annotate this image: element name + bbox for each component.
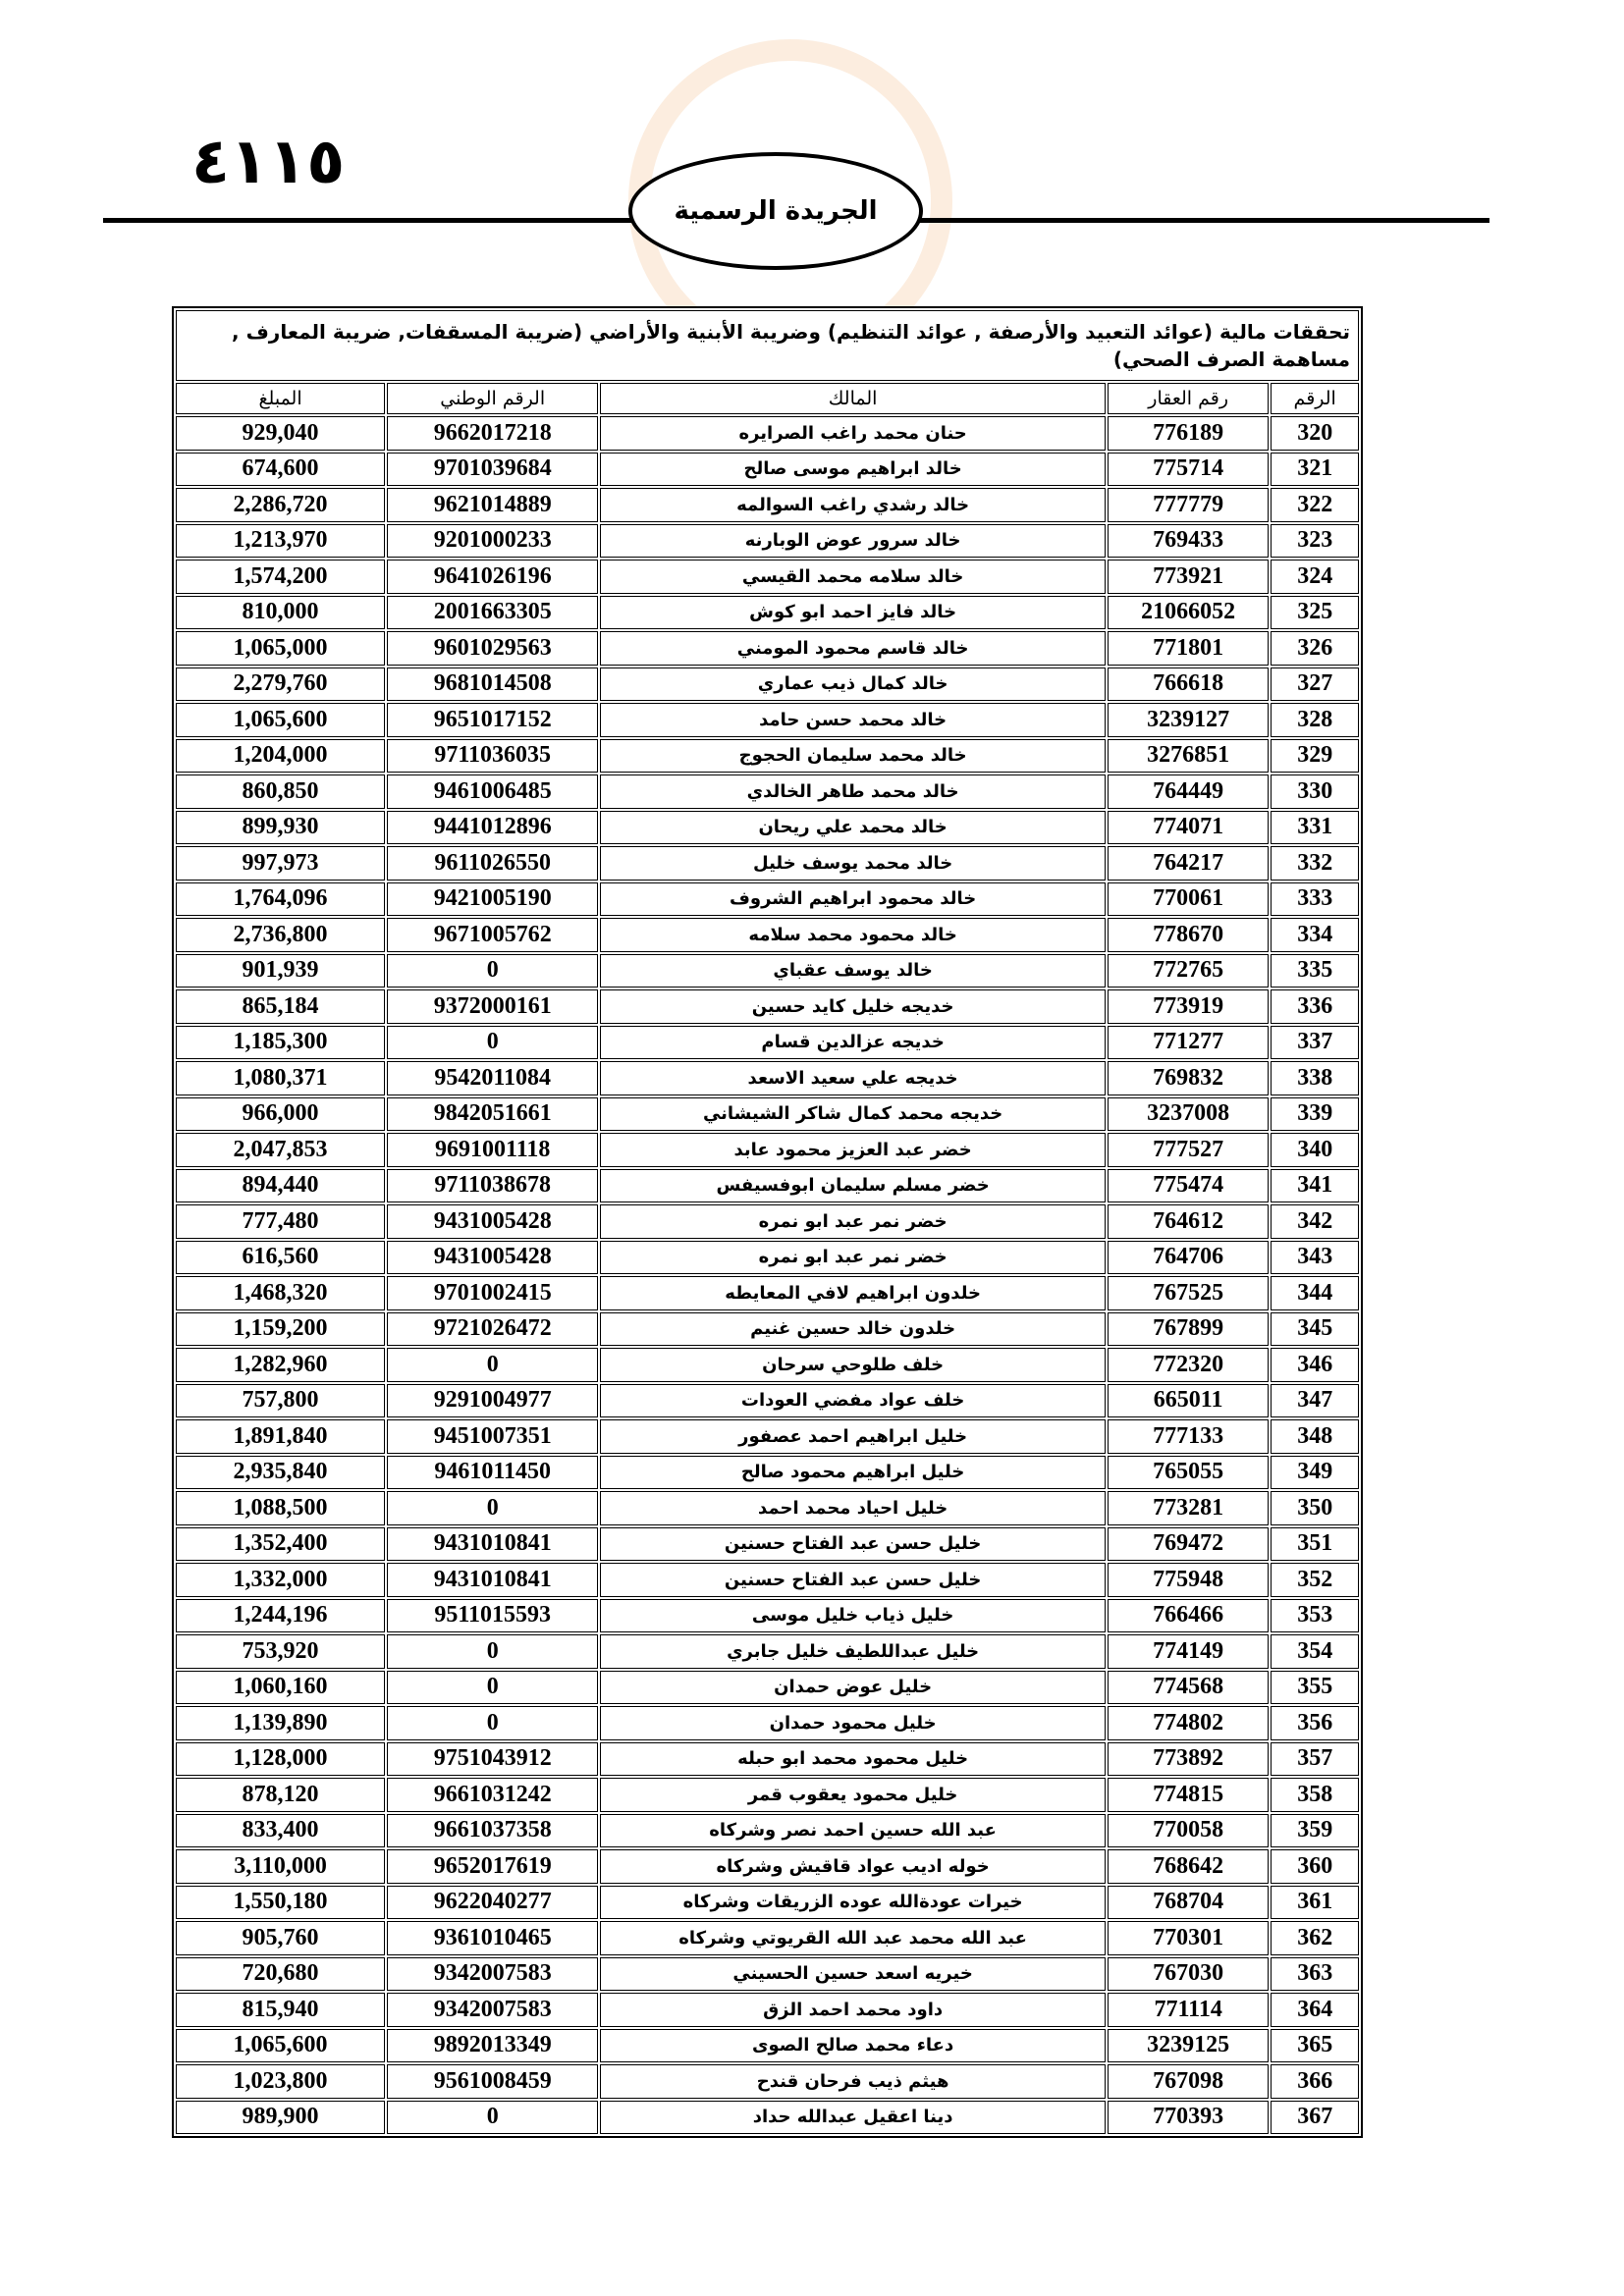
amount: 1,065,600 xyxy=(176,2029,385,2063)
table-row xyxy=(176,1384,1359,1418)
property-number: 765055 xyxy=(1108,1456,1269,1490)
row-number: 338 xyxy=(1271,1061,1359,1095)
table-row xyxy=(176,1921,1359,1955)
property-number: 764612 xyxy=(1108,1204,1269,1239)
owner-name: خالد محمود ابراهيم الشروف xyxy=(600,882,1106,917)
national-id: 9461011450 xyxy=(387,1456,598,1490)
amount: 2,279,760 xyxy=(176,667,385,702)
national-id: 0 xyxy=(387,1706,598,1740)
row-number: 324 xyxy=(1271,560,1359,594)
amount: 777,480 xyxy=(176,1204,385,1239)
national-id: 9561008459 xyxy=(387,2064,598,2099)
col-header-owner: المالك xyxy=(600,383,1106,414)
property-number: 774071 xyxy=(1108,811,1269,845)
national-id: 9701039684 xyxy=(387,453,598,487)
amount: 878,120 xyxy=(176,1778,385,1812)
owner-name: خالد محمد طاهر الخالدي xyxy=(600,774,1106,809)
amount: 833,400 xyxy=(176,1814,385,1848)
national-id: 0 xyxy=(387,1026,598,1060)
row-number: 349 xyxy=(1271,1456,1359,1490)
property-number: 770061 xyxy=(1108,882,1269,917)
national-id: 9441012896 xyxy=(387,811,598,845)
table-row xyxy=(176,846,1359,881)
row-number: 327 xyxy=(1271,667,1359,702)
row-number: 344 xyxy=(1271,1276,1359,1310)
row-number: 329 xyxy=(1271,739,1359,774)
row-number: 341 xyxy=(1271,1169,1359,1203)
owner-name: دينا اعقيل عبدالله حداد xyxy=(600,2101,1106,2135)
national-id: 9621014889 xyxy=(387,488,598,522)
owner-name: دعاء محمد صالح الصوى xyxy=(600,2029,1106,2063)
amount: 899,930 xyxy=(176,811,385,845)
amount: 810,000 xyxy=(176,596,385,630)
table-row xyxy=(176,989,1359,1024)
amount: 616,560 xyxy=(176,1241,385,1275)
table-row xyxy=(176,1993,1359,2027)
table-row xyxy=(176,1312,1359,1347)
owner-name: خالد قاسم محمود المومني xyxy=(600,631,1106,666)
owner-name: خالد كمال ذيب عماري xyxy=(600,667,1106,702)
national-id: 9681014508 xyxy=(387,667,598,702)
col-header-number: الرقم xyxy=(1271,383,1359,414)
property-number: 767525 xyxy=(1108,1276,1269,1310)
amount: 1,065,000 xyxy=(176,631,385,666)
property-number: 777527 xyxy=(1108,1133,1269,1167)
row-number: 345 xyxy=(1271,1312,1359,1347)
owner-name: خلف طلوحي سرحان xyxy=(600,1348,1106,1382)
table-row xyxy=(176,1348,1359,1382)
amount: 1,080,371 xyxy=(176,1061,385,1095)
owner-name: خليل حسن عبد الفتاح حسنين xyxy=(600,1563,1106,1597)
table-row xyxy=(176,667,1359,702)
row-number: 359 xyxy=(1271,1814,1359,1848)
owner-name: خديجه علي سعيد الاسعد xyxy=(600,1061,1106,1095)
col-header-property: رقم العقار xyxy=(1108,383,1269,414)
table-row xyxy=(176,1527,1359,1562)
property-number: 770058 xyxy=(1108,1814,1269,1848)
amount: 966,000 xyxy=(176,1097,385,1132)
table-row xyxy=(176,2101,1359,2135)
owner-name: خيريه اسعد حسين الحسيني xyxy=(600,1957,1106,1992)
owner-name: خالد محمد علي ريحان xyxy=(600,811,1106,845)
row-number: 347 xyxy=(1271,1384,1359,1418)
property-number: 771114 xyxy=(1108,1993,1269,2027)
national-id: 9622040277 xyxy=(387,1886,598,1920)
row-number: 325 xyxy=(1271,596,1359,630)
amount: 1,185,300 xyxy=(176,1026,385,1060)
row-number: 350 xyxy=(1271,1491,1359,1525)
property-number: 769472 xyxy=(1108,1527,1269,1562)
table-row xyxy=(176,1204,1359,1239)
row-number: 335 xyxy=(1271,954,1359,988)
national-id: 9711038678 xyxy=(387,1169,598,1203)
national-id: 9342007583 xyxy=(387,1993,598,2027)
property-number: 769433 xyxy=(1108,524,1269,559)
property-number: 768704 xyxy=(1108,1886,1269,1920)
amount: 901,939 xyxy=(176,954,385,988)
owner-name: خلدون خالد حسين غنيم xyxy=(600,1312,1106,1347)
owner-name: خليل ابراهيم احمد عصفور xyxy=(600,1419,1106,1454)
table-row xyxy=(176,1563,1359,1597)
row-number: 354 xyxy=(1271,1634,1359,1669)
property-number: 773919 xyxy=(1108,989,1269,1024)
property-number: 771801 xyxy=(1108,631,1269,666)
amount: 1,891,840 xyxy=(176,1419,385,1454)
row-number: 332 xyxy=(1271,846,1359,881)
amount: 720,680 xyxy=(176,1957,385,1992)
national-id: 9291004977 xyxy=(387,1384,598,1418)
property-number: 3237008 xyxy=(1108,1097,1269,1132)
row-number: 351 xyxy=(1271,1527,1359,1562)
row-number: 355 xyxy=(1271,1671,1359,1705)
national-id: 0 xyxy=(387,1491,598,1525)
amount: 1,023,800 xyxy=(176,2064,385,2099)
owner-name: خضر عبد العزيز محمود عابد xyxy=(600,1133,1106,1167)
national-id: 0 xyxy=(387,1671,598,1705)
property-number: 764217 xyxy=(1108,846,1269,881)
amount: 2,935,840 xyxy=(176,1456,385,1490)
table-row xyxy=(176,2064,1359,2099)
row-number: 357 xyxy=(1271,1742,1359,1777)
amount: 1,213,970 xyxy=(176,524,385,559)
national-id: 9431010841 xyxy=(387,1527,598,1562)
table-row xyxy=(176,1634,1359,1669)
table-row xyxy=(176,954,1359,988)
property-number: 772320 xyxy=(1108,1348,1269,1382)
table-title: تحققات مالية (عوائد التعبيد والأرصفة , عوائد التنظيم) وضريبة الأبنية والأراضي (ضريبة المسقفات, ضريبة المعارف , مساهمة الصرف الصحي) xyxy=(176,310,1359,381)
property-number: 767098 xyxy=(1108,2064,1269,2099)
table-row xyxy=(176,1957,1359,1992)
owner-name: خلدون ابراهيم لافي المعايطه xyxy=(600,1276,1106,1310)
owner-name: حنان محمد راغب الصرايره xyxy=(600,416,1106,451)
row-number: 322 xyxy=(1271,488,1359,522)
owner-name: خديجه خليل كايد حسين xyxy=(600,989,1106,1024)
owner-name: عبد الله محمد عبد الله القريوتي وشركاه xyxy=(600,1921,1106,1955)
row-number: 320 xyxy=(1271,416,1359,451)
national-id: 9201000233 xyxy=(387,524,598,559)
row-number: 356 xyxy=(1271,1706,1359,1740)
property-number: 772765 xyxy=(1108,954,1269,988)
owner-name: خالد محمد سليمان الحجوج xyxy=(600,739,1106,774)
owner-name: خالد ابراهيم موسى صالح xyxy=(600,453,1106,487)
row-number: 367 xyxy=(1271,2101,1359,2135)
national-id: 9662017218 xyxy=(387,416,598,451)
table-row xyxy=(176,1419,1359,1454)
row-number: 339 xyxy=(1271,1097,1359,1132)
table-row xyxy=(176,1706,1359,1740)
national-id: 9601029563 xyxy=(387,631,598,666)
owner-name: خديجه محمد كمال شاكر الشيشاني xyxy=(600,1097,1106,1132)
property-number: 770301 xyxy=(1108,1921,1269,1955)
table-row xyxy=(176,774,1359,809)
property-number: 766618 xyxy=(1108,667,1269,702)
amount: 905,760 xyxy=(176,1921,385,1955)
row-number: 334 xyxy=(1271,918,1359,952)
table-row xyxy=(176,416,1359,451)
national-id: 9842051661 xyxy=(387,1097,598,1132)
property-number: 774815 xyxy=(1108,1778,1269,1812)
national-id: 9651017152 xyxy=(387,703,598,737)
property-number: 665011 xyxy=(1108,1384,1269,1418)
table-row xyxy=(176,1491,1359,1525)
property-number: 3239125 xyxy=(1108,2029,1269,2063)
national-id: 9421005190 xyxy=(387,882,598,917)
table-row xyxy=(176,596,1359,630)
amount: 860,850 xyxy=(176,774,385,809)
national-id: 9751043912 xyxy=(387,1742,598,1777)
amount: 1,550,180 xyxy=(176,1886,385,1920)
national-id: 9361010465 xyxy=(387,1921,598,1955)
national-id: 9641026196 xyxy=(387,560,598,594)
national-id: 0 xyxy=(387,1348,598,1382)
national-id: 9611026550 xyxy=(387,846,598,881)
amount: 1,204,000 xyxy=(176,739,385,774)
national-id: 9892013349 xyxy=(387,2029,598,2063)
amount: 989,900 xyxy=(176,2101,385,2135)
amount: 1,088,500 xyxy=(176,1491,385,1525)
gazette-title-badge xyxy=(628,152,923,270)
owner-name: خالد رشدي راغب السوالمه xyxy=(600,488,1106,522)
table-row xyxy=(176,631,1359,666)
property-number: 764706 xyxy=(1108,1241,1269,1275)
property-number: 770393 xyxy=(1108,2101,1269,2135)
row-number: 337 xyxy=(1271,1026,1359,1060)
property-number: 777779 xyxy=(1108,488,1269,522)
national-id: 9342007583 xyxy=(387,1957,598,1992)
row-number: 361 xyxy=(1271,1886,1359,1920)
national-id: 2001663305 xyxy=(387,596,598,630)
owner-name: عبد الله حسين احمد نصر وشركاه xyxy=(600,1814,1106,1848)
row-number: 360 xyxy=(1271,1849,1359,1884)
amount: 674,600 xyxy=(176,453,385,487)
owner-name: خليل محمود محمد ابو حبله xyxy=(600,1742,1106,1777)
row-number: 336 xyxy=(1271,989,1359,1024)
property-number: 773921 xyxy=(1108,560,1269,594)
row-number: 363 xyxy=(1271,1957,1359,1992)
national-id: 9542011084 xyxy=(387,1061,598,1095)
amount: 3,110,000 xyxy=(176,1849,385,1884)
property-number: 766466 xyxy=(1108,1599,1269,1633)
owner-name: خليل محمود حمدان xyxy=(600,1706,1106,1740)
national-id: 9661031242 xyxy=(387,1778,598,1812)
property-number: 21066052 xyxy=(1108,596,1269,630)
row-number: 342 xyxy=(1271,1204,1359,1239)
table-row xyxy=(176,811,1359,845)
property-number: 771277 xyxy=(1108,1026,1269,1060)
owner-name: خيرات عودةالله عوده الزريقات وشركاه xyxy=(600,1886,1106,1920)
national-id: 9461006485 xyxy=(387,774,598,809)
property-number: 767030 xyxy=(1108,1957,1269,1992)
property-number: 764449 xyxy=(1108,774,1269,809)
col-header-amount: المبلغ xyxy=(176,383,385,414)
national-id: 9661037358 xyxy=(387,1814,598,1848)
amount: 997,973 xyxy=(176,846,385,881)
national-id: 9721026472 xyxy=(387,1312,598,1347)
table-row xyxy=(176,1026,1359,1060)
table-row xyxy=(176,2029,1359,2063)
property-number: 777133 xyxy=(1108,1419,1269,1454)
table-row xyxy=(176,703,1359,737)
property-number: 774568 xyxy=(1108,1671,1269,1705)
national-id: 9652017619 xyxy=(387,1849,598,1884)
property-number: 773892 xyxy=(1108,1742,1269,1777)
amount: 2,736,800 xyxy=(176,918,385,952)
owner-name: داود محمد احمد الزق xyxy=(600,1993,1106,2027)
national-id: 9431005428 xyxy=(387,1241,598,1275)
property-number: 3239127 xyxy=(1108,703,1269,737)
owner-name: خالد سرور عوض الوبارنه xyxy=(600,524,1106,559)
table-row xyxy=(176,560,1359,594)
amount: 1,065,600 xyxy=(176,703,385,737)
amount: 815,940 xyxy=(176,1993,385,2027)
row-number: 365 xyxy=(1271,2029,1359,2063)
amount: 757,800 xyxy=(176,1384,385,1418)
owner-name: خليل حسن عبد الفتاح حسنين xyxy=(600,1527,1106,1562)
table-row xyxy=(176,1456,1359,1490)
amount: 1,352,400 xyxy=(176,1527,385,1562)
table-row xyxy=(176,882,1359,917)
row-number: 364 xyxy=(1271,1993,1359,2027)
row-number: 353 xyxy=(1271,1599,1359,1633)
table-row xyxy=(176,1061,1359,1095)
table-row xyxy=(176,1241,1359,1275)
amount: 1,282,960 xyxy=(176,1348,385,1382)
property-number: 3276851 xyxy=(1108,739,1269,774)
table-row xyxy=(176,1599,1359,1633)
owner-name: خالد محمد يوسف خليل xyxy=(600,846,1106,881)
owner-name: خالد محمود محمد سلامه xyxy=(600,918,1106,952)
page-number: ٤١١٥ xyxy=(191,126,346,198)
amount: 2,286,720 xyxy=(176,488,385,522)
owner-name: خليل محمود يعقوب قمر xyxy=(600,1778,1106,1812)
owner-name: خلف عواد مفضي العودات xyxy=(600,1384,1106,1418)
row-number: 326 xyxy=(1271,631,1359,666)
row-number: 348 xyxy=(1271,1419,1359,1454)
amount: 1,139,890 xyxy=(176,1706,385,1740)
row-number: 323 xyxy=(1271,524,1359,559)
amount: 1,244,196 xyxy=(176,1599,385,1633)
row-number: 358 xyxy=(1271,1778,1359,1812)
table-row xyxy=(176,1671,1359,1705)
amount: 1,332,000 xyxy=(176,1563,385,1597)
national-id: 9431005428 xyxy=(387,1204,598,1239)
amount: 865,184 xyxy=(176,989,385,1024)
national-id: 9671005762 xyxy=(387,918,598,952)
amount: 2,047,853 xyxy=(176,1133,385,1167)
table-row xyxy=(176,524,1359,559)
national-id: 9511015593 xyxy=(387,1599,598,1633)
national-id: 9431010841 xyxy=(387,1563,598,1597)
table-row xyxy=(176,739,1359,774)
property-number: 767899 xyxy=(1108,1312,1269,1347)
amount: 1,128,000 xyxy=(176,1742,385,1777)
owner-name: خضر نمر عبد ابو نمره xyxy=(600,1204,1106,1239)
row-number: 321 xyxy=(1271,453,1359,487)
amount: 1,159,200 xyxy=(176,1312,385,1347)
property-number: 775714 xyxy=(1108,453,1269,487)
national-id: 0 xyxy=(387,954,598,988)
gazette-title: الجريدة الرسمية xyxy=(674,196,878,226)
national-id: 0 xyxy=(387,1634,598,1669)
row-number: 346 xyxy=(1271,1348,1359,1382)
row-number: 362 xyxy=(1271,1921,1359,1955)
table-row xyxy=(176,488,1359,522)
table-row xyxy=(176,453,1359,487)
owner-name: خالد يوسف عقباي xyxy=(600,954,1106,988)
property-number: 775474 xyxy=(1108,1169,1269,1203)
row-number: 340 xyxy=(1271,1133,1359,1167)
amount: 894,440 xyxy=(176,1169,385,1203)
national-id: 9451007351 xyxy=(387,1419,598,1454)
national-id: 0 xyxy=(387,2101,598,2135)
owner-name: خضر نمر عبد ابو نمره xyxy=(600,1241,1106,1275)
property-number: 773281 xyxy=(1108,1491,1269,1525)
owner-name: خوله اديب عواد قاقيش وشركاه xyxy=(600,1849,1106,1884)
table-row xyxy=(176,1778,1359,1812)
property-number: 769832 xyxy=(1108,1061,1269,1095)
row-number: 330 xyxy=(1271,774,1359,809)
amount: 1,060,160 xyxy=(176,1671,385,1705)
owner-name: خليل عوض حمدان xyxy=(600,1671,1106,1705)
owner-name: خليل احياد محمد احمد xyxy=(600,1491,1106,1525)
amount: 1,764,096 xyxy=(176,882,385,917)
row-number: 352 xyxy=(1271,1563,1359,1597)
table-row xyxy=(176,1133,1359,1167)
property-number: 774802 xyxy=(1108,1706,1269,1740)
amount: 753,920 xyxy=(176,1634,385,1669)
col-header-national-id: الرقم الوطني xyxy=(387,383,598,414)
row-number: 333 xyxy=(1271,882,1359,917)
row-number: 331 xyxy=(1271,811,1359,845)
owner-name: خالد محمد حسن حامد xyxy=(600,703,1106,737)
amount: 929,040 xyxy=(176,416,385,451)
row-number: 328 xyxy=(1271,703,1359,737)
amount: 1,574,200 xyxy=(176,560,385,594)
amount: 1,468,320 xyxy=(176,1276,385,1310)
table-row xyxy=(176,1814,1359,1848)
row-number: 366 xyxy=(1271,2064,1359,2099)
owner-name: خالد سلامه محمد القيسي xyxy=(600,560,1106,594)
owner-name: خليل ابراهيم محمود صالح xyxy=(600,1456,1106,1490)
owner-name: خضر مسلم سليمان ابوفسيفس xyxy=(600,1169,1106,1203)
owner-name: خديجه عزالدين قسام xyxy=(600,1026,1106,1060)
national-id: 9691001118 xyxy=(387,1133,598,1167)
owner-name: هيثم ذيب فرحان قندح xyxy=(600,2064,1106,2099)
table-row xyxy=(176,1886,1359,1920)
table-row xyxy=(176,1276,1359,1310)
row-number: 343 xyxy=(1271,1241,1359,1275)
property-number: 775948 xyxy=(1108,1563,1269,1597)
table-row xyxy=(176,1169,1359,1203)
national-id: 9711036035 xyxy=(387,739,598,774)
financial-dues-table xyxy=(172,306,1363,2138)
property-number: 776189 xyxy=(1108,416,1269,451)
property-number: 774149 xyxy=(1108,1634,1269,1669)
table-row xyxy=(176,1097,1359,1132)
national-id: 9701002415 xyxy=(387,1276,598,1310)
owner-name: خليل عبداللطيف خليل جابري xyxy=(600,1634,1106,1669)
owner-name: خالد فايز احمد ابو كوش xyxy=(600,596,1106,630)
property-number: 778670 xyxy=(1108,918,1269,952)
property-number: 768642 xyxy=(1108,1849,1269,1884)
table-row xyxy=(176,1849,1359,1884)
table-row xyxy=(176,918,1359,952)
owner-name: خليل ذياب خليل موسى xyxy=(600,1599,1106,1633)
table-row xyxy=(176,1742,1359,1777)
national-id: 9372000161 xyxy=(387,989,598,1024)
